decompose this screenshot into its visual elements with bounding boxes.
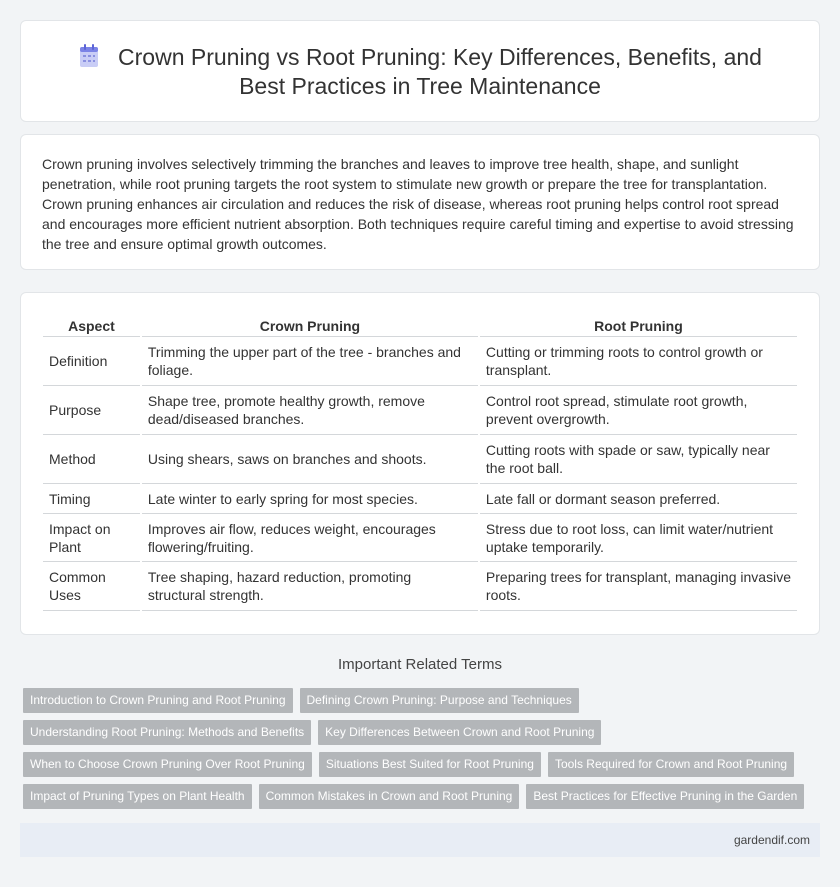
related-term-tag[interactable]: Tools Required for Crown and Root Pruning	[548, 752, 794, 777]
cell-root: Cutting or trimming roots to control growth or transplant.	[480, 337, 797, 386]
intro-text: Crown pruning involves selectively trimming the branches and leaves to improve tree health, shape, and sunlight penetration, while root pruning targets the root system to stimulate new growth or prepare the tree for transplantation. Crown pruning enhances air circulation and reduces the risk of disease, whereas root pruning helps control root spread and encourages more efficient nutrient absorption. Both techniques require careful timing and expertise to avoid stressing the tree and ensure optimal growth outcomes.	[42, 156, 794, 252]
cell-root: Late fall or dormant season preferred.	[480, 484, 797, 514]
related-term-tag[interactable]: When to Choose Crown Pruning Over Root Pruning	[23, 752, 312, 777]
table-row	[43, 484, 797, 514]
related-term-tag[interactable]: Situations Best Suited for Root Pruning	[319, 752, 541, 777]
related-terms-list	[23, 688, 813, 816]
title-line-2: Best Practices in Tree Maintenance	[239, 73, 601, 99]
table-row	[43, 435, 797, 484]
table-header-row	[43, 311, 797, 337]
table-row	[43, 514, 797, 562]
related-term-tag[interactable]: Introduction to Crown Pruning and Root Pruning	[23, 688, 293, 713]
cell-root: Cutting roots with spade or saw, typically near the root ball.	[480, 435, 797, 484]
cell-crown: Late winter to early spring for most species.	[142, 484, 478, 514]
footer	[20, 823, 820, 857]
cell-aspect: Method	[43, 435, 140, 484]
cell-root: Preparing trees for transplant, managing invasive roots.	[480, 562, 797, 611]
cell-aspect: Impact on Plant	[43, 514, 140, 562]
comparison-table	[41, 311, 799, 611]
related-term-tag[interactable]: Key Differences Between Crown and Root Pruning	[318, 720, 601, 745]
title-line-1: Crown Pruning vs Root Pruning: Key Differences, Benefits, and	[118, 44, 762, 70]
cell-root: Stress due to root loss, can limit water/nutrient uptake temporarily.	[480, 514, 797, 562]
related-term-tag[interactable]: Impact of Pruning Types on Plant Health	[23, 784, 252, 809]
table-row	[43, 337, 797, 386]
cell-crown: Shape tree, promote healthy growth, remove dead/diseased branches.	[142, 386, 478, 435]
related-term-tag[interactable]: Understanding Root Pruning: Methods and Benefits	[23, 720, 311, 745]
site-name[interactable]: gardendif.com	[733, 833, 810, 847]
related-terms-heading: Important Related Terms	[338, 656, 502, 673]
cell-aspect: Purpose	[43, 386, 140, 435]
cell-aspect: Common Uses	[43, 562, 140, 611]
cell-aspect: Definition	[43, 337, 140, 386]
comparison-table-card	[20, 292, 820, 635]
table-row	[43, 386, 797, 435]
related-term-tag[interactable]: Defining Crown Pruning: Purpose and Techniques	[300, 688, 579, 713]
header-root-pruning: Root Pruning	[480, 311, 797, 337]
table-row	[43, 562, 797, 611]
cell-root: Control root spread, stimulate root growth, prevent overgrowth.	[480, 386, 797, 435]
cell-crown: Tree shaping, hazard reduction, promoting structural strength.	[142, 562, 478, 611]
document-icon	[78, 44, 100, 68]
page-title	[21, 43, 819, 101]
related-term-tag[interactable]: Best Practices for Effective Pruning in the Garden	[526, 784, 804, 809]
cell-crown: Trimming the upper part of the tree - branches and foliage.	[142, 337, 478, 386]
intro-card	[20, 134, 820, 270]
header-crown-pruning: Crown Pruning	[142, 311, 478, 337]
cell-crown: Improves air flow, reduces weight, encourages flowering/fruiting.	[142, 514, 478, 562]
related-term-tag[interactable]: Common Mistakes in Crown and Root Pruning	[259, 784, 520, 809]
cell-crown: Using shears, saws on branches and shoots.	[142, 435, 478, 484]
header-card	[20, 20, 820, 122]
header-aspect: Aspect	[43, 311, 140, 337]
cell-aspect: Timing	[43, 484, 140, 514]
